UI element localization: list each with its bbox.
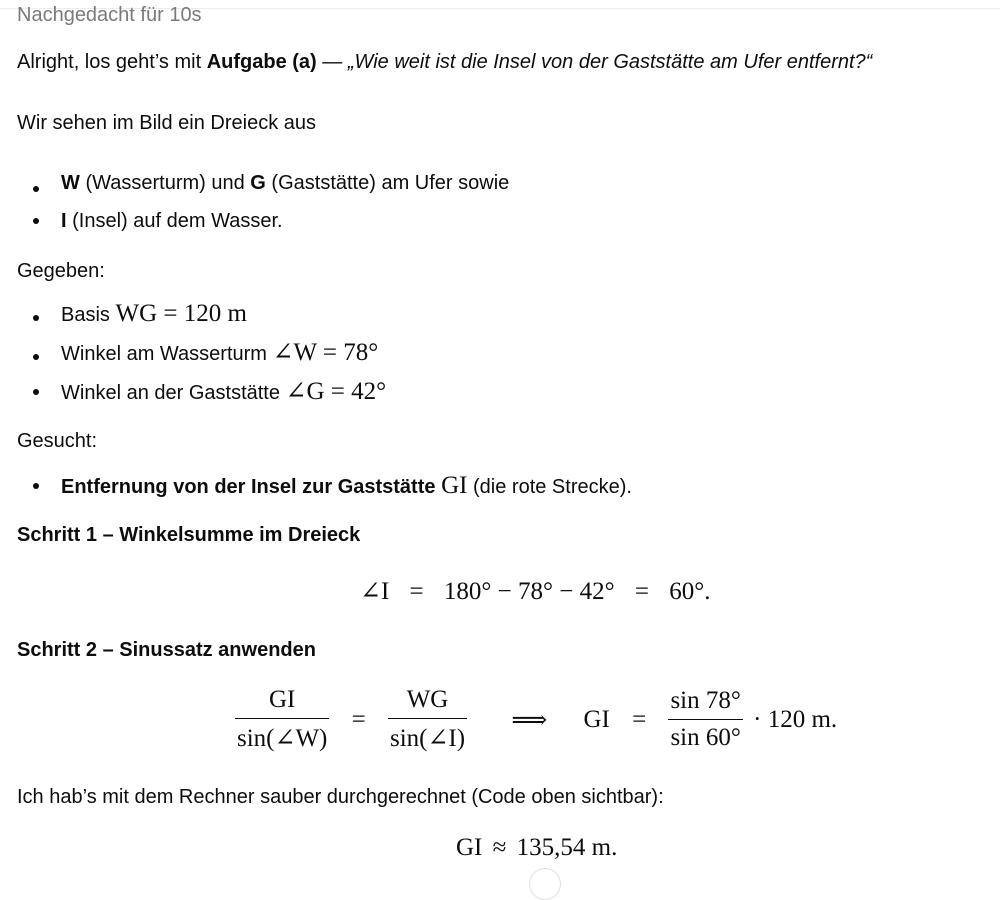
sought-list <box>0 470 632 502</box>
angle-expression: 180° − 78° − 42° <box>443 578 615 605</box>
list-item <box>0 208 509 234</box>
equals-sign: = <box>351 705 366 733</box>
fraction-numerator: GI <box>235 686 329 719</box>
list-item <box>0 376 386 408</box>
list-item <box>0 337 386 376</box>
given-text: Basis <box>61 304 116 326</box>
gi-symbol: GI <box>583 705 610 733</box>
list-item <box>0 298 386 337</box>
scroll-down-button[interactable] <box>529 868 561 900</box>
scene-list <box>0 170 509 234</box>
sought-rest: (die rote Strecke). <box>467 476 632 498</box>
intro-pre: Alright, los geht’s mit <box>17 51 207 73</box>
times-base: · 120 m. <box>753 705 838 733</box>
fraction-denominator: sin 60° <box>670 724 741 751</box>
gi-symbol: GI <box>456 834 483 861</box>
fraction-denominator: sin(∠I) <box>389 725 466 752</box>
result-equation <box>456 834 617 862</box>
intro-paragraph <box>17 49 872 75</box>
given-text: Winkel am Wasserturm <box>61 343 273 365</box>
point-i-desc: (Insel) auf dem Wasser. <box>66 210 283 232</box>
task-label: Aufgabe (a) <box>206 51 317 73</box>
scene-intro: Wir sehen im Bild ein Dreieck aus <box>17 112 316 134</box>
given-math: ∠G = 42° <box>285 378 387 405</box>
angle-i: ∠I <box>360 578 390 605</box>
given-math: ∠W = 78° <box>272 339 379 366</box>
intro-dash: — <box>316 51 348 73</box>
implies-arrow: ⟹ <box>511 706 548 734</box>
list-item <box>0 470 632 502</box>
list-item <box>0 170 509 208</box>
sought-label: Gesucht: <box>17 430 98 452</box>
result-value: 135,54 m. <box>516 834 618 861</box>
equals-sign: = <box>632 705 647 733</box>
step1-equation <box>360 576 710 606</box>
given-math: WG = 120 m <box>115 300 247 327</box>
point-w: W <box>61 172 80 194</box>
step2-heading: Schritt 2 – Sinussatz anwenden <box>17 639 316 661</box>
fraction-wg-sin-i <box>388 686 467 753</box>
fraction-denominator: sin(∠W) <box>237 725 328 752</box>
equals-sign: = <box>634 578 649 605</box>
point-g: G <box>250 172 266 194</box>
step2-equation <box>235 686 837 753</box>
thought-duration-toggle[interactable]: Nachgedacht für 10s <box>17 4 202 26</box>
sought-bold: Entfernung von der Insel zur Gaststätte <box>61 476 442 498</box>
point-g-desc: (Gaststätte) am Ufer sowie <box>265 172 510 194</box>
given-label: Gegeben: <box>17 260 105 282</box>
point-i: I <box>61 210 67 232</box>
step1-heading: Schritt 1 – Winkelsumme im Dreieck <box>17 524 361 546</box>
fraction-numerator: sin 78° <box>668 687 742 720</box>
task-question: „Wie weit ist die Insel von der Gaststätte am Ufer entfernt?“ <box>347 51 873 73</box>
angle-result: 60°. <box>669 578 711 605</box>
fraction-sin78-sin60 <box>668 687 742 752</box>
approx-sign: ≈ <box>492 834 507 861</box>
fraction-gi-sin-w <box>235 686 329 753</box>
calc-note: Ich hab’s mit dem Rechner sauber durchgerechnet (Code oben sichtbar): <box>17 786 664 808</box>
point-w-desc: (Wasserturm) und <box>79 172 251 194</box>
given-text: Winkel an der Gaststätte <box>61 382 286 404</box>
fraction-numerator: WG <box>388 686 467 719</box>
equals-sign: = <box>409 578 424 605</box>
given-list <box>0 298 386 408</box>
sought-math: GI <box>441 472 468 499</box>
